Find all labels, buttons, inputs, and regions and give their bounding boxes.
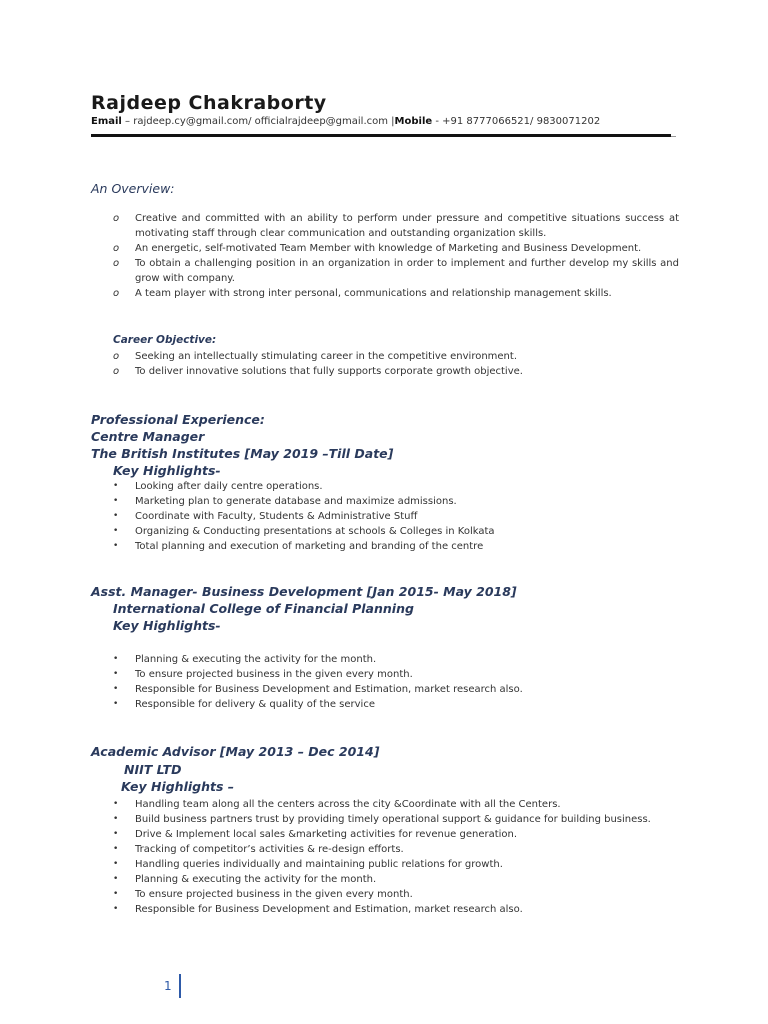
list-item: • Responsible for Business Development and Estimation, market research also. <box>113 904 523 915</box>
list-item: • Looking after daily centre operations. <box>113 481 323 492</box>
header-divider <box>91 134 671 137</box>
overview-heading: An Overview: <box>91 181 175 196</box>
job3-role: Academic Advisor [May 2013 – Dec 2014] <box>91 744 380 759</box>
list-item: • Total planning and execution of marketing and branding of the centre <box>113 541 484 552</box>
experience-heading: Professional Experience: <box>91 412 265 427</box>
candidate-name: Rajdeep Chakraborty <box>91 92 327 114</box>
page-footer <box>164 974 181 998</box>
list-item: • To ensure projected business in the given every month. <box>113 889 413 900</box>
list-item: o Creative and committed with an ability to perform under pressure and competitive situations success at motivating staff through clear communication and outstanding organization skills. <box>113 213 679 239</box>
page-number-bar <box>179 974 181 998</box>
job3-highlights-label: Key Highlights – <box>121 779 235 794</box>
contact-line <box>91 116 600 127</box>
list-item: • Responsible for delivery & quality of the service <box>113 699 375 710</box>
list-item: • Planning & executing the activity for the month. <box>113 654 377 665</box>
list-item: • Marketing plan to generate database and maximize admissions. <box>113 496 457 507</box>
mobile-label: Mobile <box>394 116 433 127</box>
list-item: • Build business partners trust by providing timely operational support & guidance for building business. <box>113 814 651 825</box>
job2-org: International College of Financial Planning <box>113 601 414 616</box>
job3-highlights-list <box>91 797 711 917</box>
list-item: o A team player with strong inter personal, communications and relationship management skills. <box>113 288 612 299</box>
job1-highlights-list <box>91 479 691 554</box>
overview-list <box>91 211 679 301</box>
page-number: 1 <box>164 979 172 993</box>
job2-highlights-label: Key Highlights- <box>113 618 221 633</box>
job2-role: Asst. Manager- Business Development [Jan 2015- May 2018] <box>91 584 517 599</box>
list-item: • To ensure projected business in the given every month. <box>113 669 413 680</box>
job1-org: The British Institutes [May 2019 –Till Date] <box>91 446 394 461</box>
list-item: • Handling team along all the centers across the city &Coordinate with all the Centers. <box>113 799 561 810</box>
list-item: o To obtain a challenging position in an organization in order to implement and further develop my skills and grow with company. <box>113 258 679 284</box>
email-value: – rajdeep.cy@gmail.com/ officialrajdeep@gmail.com | <box>121 116 395 127</box>
list-item: o An energetic, self-motivated Team Member with knowledge of Marketing and Business Development. <box>113 243 642 254</box>
list-item: • Coordinate with Faculty, Students & Administrative Stuff <box>113 511 418 522</box>
list-item: • Responsible for Business Development and Estimation, market research also. <box>113 684 523 695</box>
list-item: • Drive & Implement local sales &marketing activities for revenue generation. <box>113 829 518 840</box>
list-item: o Seeking an intellectually stimulating career in the competitive environment. <box>113 351 517 362</box>
list-item: • Planning & executing the activity for the month. <box>113 874 377 885</box>
job1-role: Centre Manager <box>91 429 205 444</box>
header-divider-tail <box>671 136 676 137</box>
list-item: • Handling queries individually and maintaining public relations for growth. <box>113 859 503 870</box>
career-objective-list <box>91 349 679 379</box>
list-item: • Organizing & Conducting presentations at schools & Colleges in Kolkata <box>113 526 495 537</box>
mobile-value: - +91 8777066521/ 9830071202 <box>432 116 601 127</box>
list-item: • Tracking of competitor’s activities & re-design efforts. <box>113 844 404 855</box>
job2-highlights-list <box>91 652 691 712</box>
job1-highlights-label: Key Highlights- <box>113 463 221 478</box>
email-label: Email <box>91 116 122 127</box>
job3-org: NIIT LTD <box>124 762 182 777</box>
career-objective-heading: Career Objective: <box>113 334 217 346</box>
list-item: o To deliver innovative solutions that fully supports corporate growth objective. <box>113 366 523 377</box>
